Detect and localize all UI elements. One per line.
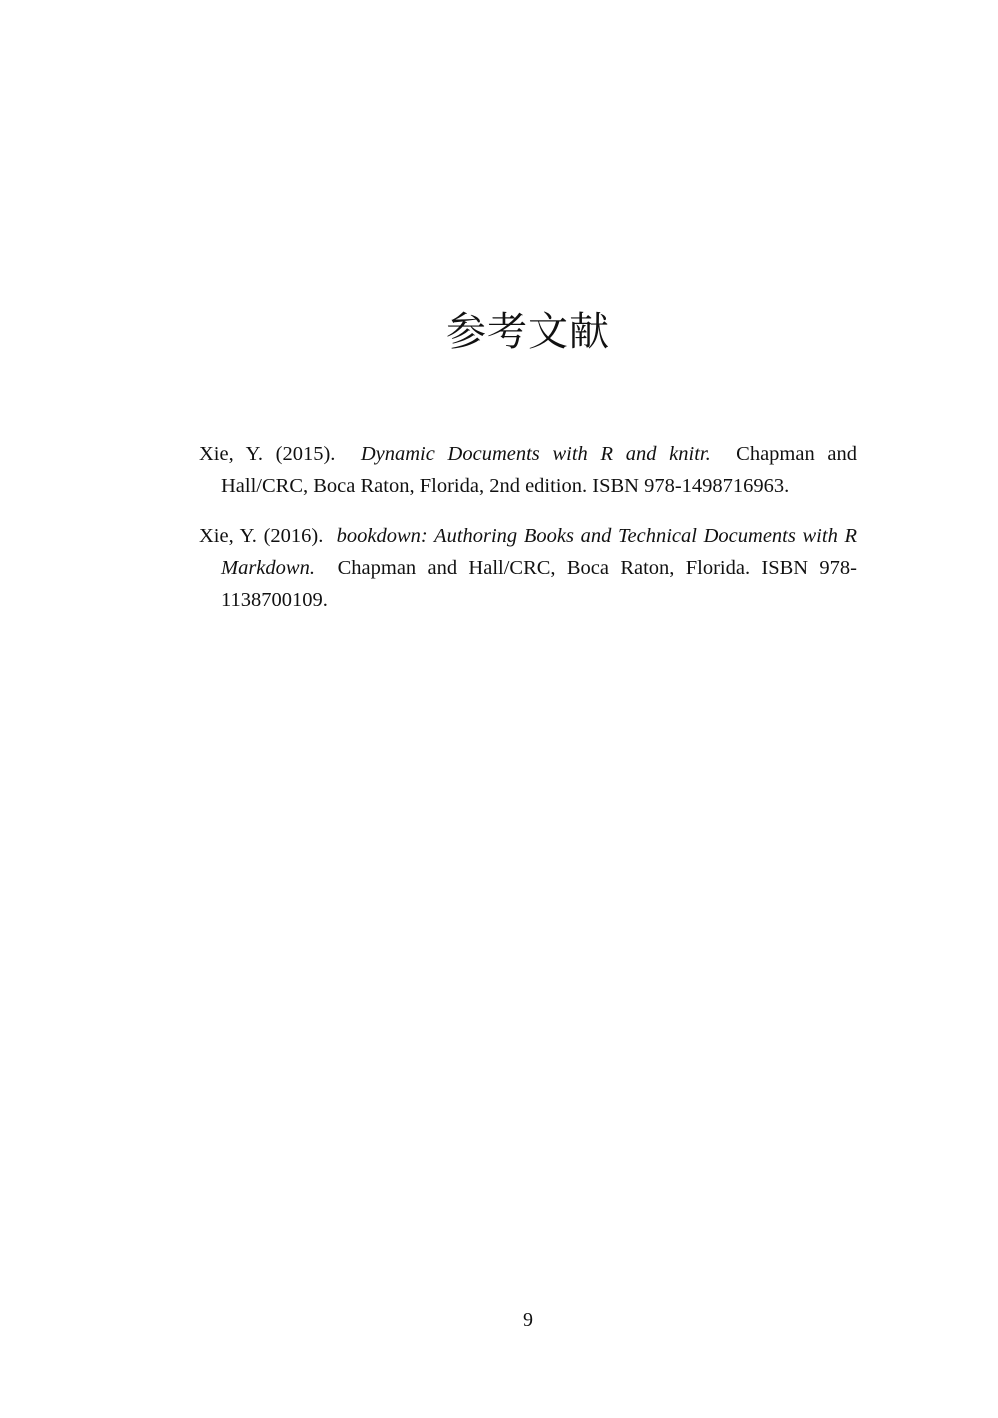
reference-details: Chapman and Hall/CRC, Boca Raton, Florida. ISBN 978-1138700109. <box>221 557 858 611</box>
reference-list <box>199 438 857 634</box>
reference-author-year: Xie, Y. (2016). <box>199 525 324 547</box>
reference-details: Chapman and Hall/CRC, Boca Raton, Florida, 2nd edition. ISBN 978-1498716963. <box>221 443 858 497</box>
page-number: 9 <box>523 1309 533 1331</box>
reference-title: Dynamic Documents with R and knitr. <box>360 443 711 465</box>
reference-item <box>199 520 857 616</box>
reference-item <box>199 438 857 502</box>
page-title: 参考文献 <box>446 309 610 355</box>
reference-title: bookdown: Authoring Books and Technical Documents with R Markdown. <box>221 525 857 579</box>
reference-author-year: Xie, Y. (2015). <box>199 443 336 465</box>
